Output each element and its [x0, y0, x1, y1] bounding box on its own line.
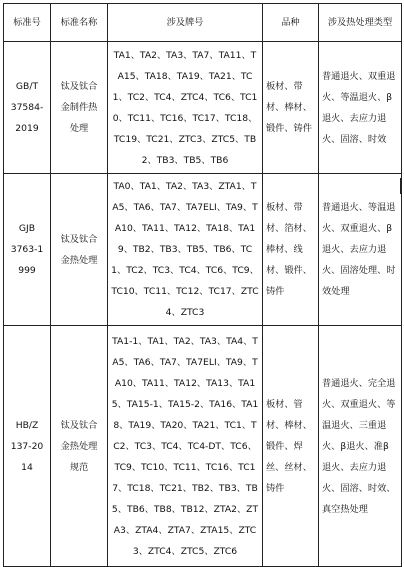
cell-variety: 板材、管材、棒材、锻件、焊丝、丝材、铸件	[263, 326, 319, 567]
header-treatment-type: 涉及热处理类型	[319, 4, 402, 42]
header-standard-no: 标准号	[4, 4, 51, 42]
cell-standard-name: 钛及钛合 金热处理	[51, 174, 108, 326]
cell-standard-no: HB/Z 137-20 14	[4, 326, 51, 567]
cell-variety: 板材、带材、箔材、棒材、线材、锻件、铸件	[263, 174, 319, 326]
cell-standard-no: GJB 3763-1 999	[4, 174, 51, 326]
heat-treatment-standards-table	[3, 3, 402, 567]
cell-treatment-type: 普通退火、双重退火、等温退火、β退火、去应力退火、固溶、时效	[319, 42, 402, 174]
cell-standard-name: 钛及钛合 金热处理 规范	[51, 326, 108, 567]
cell-grades: TA0、TA1、TA2、TA3、ZTA1、TA5、TA6、TA7、TA7ELI、TA9、TA10、TA11、TA12、TA18、TA19、TB2、TB3、TB5、TB6、TC1、TC2、TC3、TC4、TC6、TC9、TC10、TC11、TC12、TC17、ZTC4、ZTC3	[108, 174, 263, 326]
cell-edge-mark	[400, 178, 402, 194]
cell-variety: 板材、带材、棒材、锻件、铸件	[263, 42, 319, 174]
header-grades: 涉及牌号	[108, 4, 263, 42]
cell-grades: TA1、TA2、TA3、TA7、TA11、TA15、TA18、TA19、TA21、TC1、TC2、TC4、ZTC4、TC6、TC10、TC11、TC16、TC17、TC18、TC19、TC21、ZTC3、ZTC5、TB2、TB3、TB5、TB6	[108, 42, 263, 174]
cell-grades: TA1-1、TA1、TA2、TA3、TA4、TA5、TA6、TA7、TA7ELI、TA9、TA10、TA11、TA12、TA13、TA15、TA15-1、TA15-2、TA16、TA18、TA19、TA20、TA21、TC1、TC2、TC3、TC4、TC4-DT、TC6、TC9、TC10、TC11、TC16、TC17、TC18、TC21、TB2、TB3、TB5、TB6、TB8、TB12、ZTA2、ZTA3、ZTA4、ZTA7、ZTA15、ZTC3、ZTC4、ZTC5、ZTC6	[108, 326, 263, 567]
table-row	[4, 174, 402, 326]
header-variety: 品种	[263, 4, 319, 42]
table-header-row	[4, 4, 402, 42]
table-row	[4, 42, 402, 174]
cell-standard-name: 钛及钛合 金制件热 处理	[51, 42, 108, 174]
cell-standard-no: GB/T 37584- 2019	[4, 42, 51, 174]
cell-treatment-type: 普通退火、等温退火、双重退火、β退火、去应力退火、固溶处理、时效处理	[319, 174, 402, 326]
cell-treatment-type: 普通退火、完全退火、双重退火、等温退火、三重退火、β退火、准β退火、去应力退火、固溶、时效、真空热处理	[319, 326, 402, 567]
header-standard-name: 标准名称	[51, 4, 108, 42]
table-row	[4, 326, 402, 567]
